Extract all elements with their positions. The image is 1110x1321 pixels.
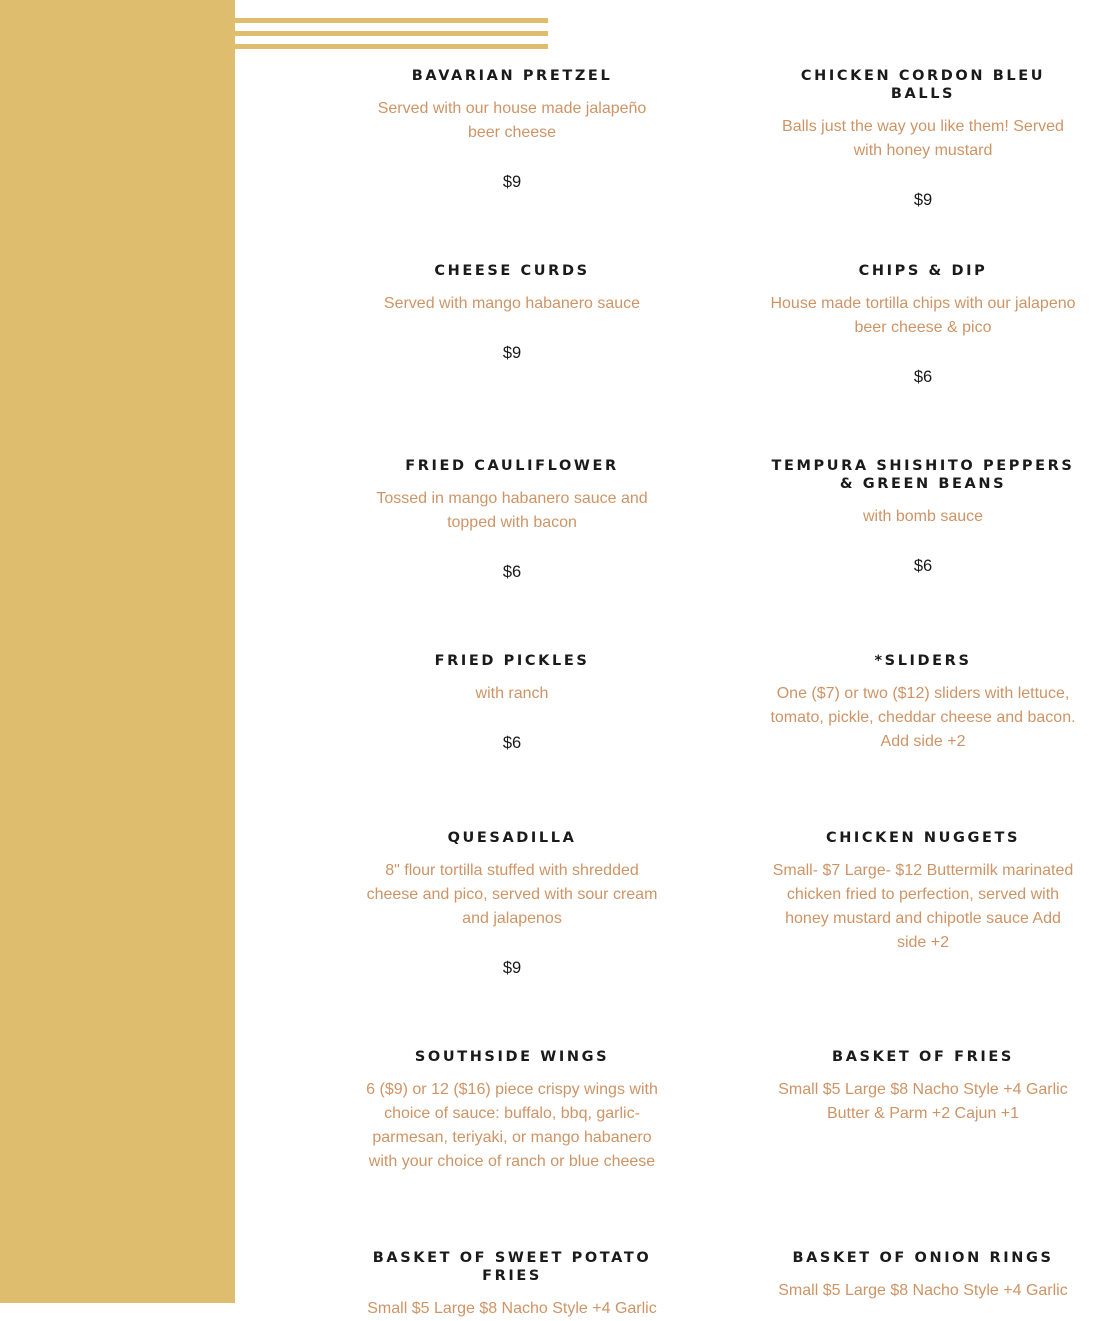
item-description: Balls just the way you like them! Served with honey mustard — [782, 118, 1064, 159]
item-description: House made tortilla chips with our jalapeno beer cheese & pico — [770, 295, 1076, 336]
item-name: SOUTHSIDE WINGS — [414, 1049, 610, 1065]
menu-item — [770, 67, 1076, 212]
item-name: *SLIDERS — [874, 653, 972, 669]
item-description: 6 ($9) or 12 ($16) piece crispy wings with choice of sauce: buffalo, bbq, garlic-parmesan, teriyaki, or mango habanero with your choice of ranch or blue cheese — [366, 1081, 658, 1170]
item-name: FRIED CAULIFLOWER — [405, 458, 619, 474]
menu-item — [362, 457, 662, 584]
item-name: BASKET OF SWEET POTATO FRIES — [372, 1250, 652, 1284]
menu-item — [770, 829, 1076, 955]
item-description: Small- $7 Large- $12 Buttermilk marinated chicken fried to perfection, served with honey mustard and chipotle sauce Add side +2 — [772, 862, 1074, 951]
item-name: CHICKEN NUGGETS — [825, 830, 1021, 846]
item-price: $6 — [502, 563, 522, 581]
item-description: 8" flour tortilla stuffed with shredded cheese and pico, served with sour cream and jalapenos — [366, 862, 658, 927]
item-name: BASKET OF FRIES — [832, 1049, 1014, 1065]
item-price: $9 — [913, 191, 933, 209]
item-name: TEMPURA SHISHITO PEPPERS & GREEN BEANS — [771, 458, 1075, 492]
item-name: BAVARIAN PRETZEL — [411, 68, 613, 84]
menu-item — [770, 1048, 1076, 1126]
item-price: $9 — [502, 959, 522, 977]
item-name: QUESADILLA — [447, 830, 577, 846]
item-name: CHEESE CURDS — [434, 263, 590, 279]
item-name: CHICKEN CORDON BLEU BALLS — [800, 68, 1046, 102]
stripe-line — [235, 44, 548, 49]
item-name: BASKET OF ONION RINGS — [792, 1250, 1054, 1266]
item-price: $6 — [913, 557, 933, 575]
menu-item — [362, 67, 662, 194]
item-description: Tossed in mango habanero sauce and topped with bacon — [376, 490, 648, 531]
stripe-line — [235, 18, 548, 23]
item-description: with ranch — [475, 685, 549, 702]
menu-item — [362, 262, 662, 365]
item-price: $6 — [502, 734, 522, 752]
item-description: Small $5 Large $8 Nacho Style +4 Garlic — [367, 1300, 657, 1317]
stripe-line — [235, 31, 548, 36]
decorative-stripes — [235, 18, 548, 57]
menu-item — [362, 1048, 662, 1174]
item-description: with bomb sauce — [862, 508, 984, 525]
menu-item — [770, 262, 1076, 389]
menu-item — [362, 652, 662, 755]
menu-item — [770, 457, 1076, 578]
menu-item — [362, 1249, 662, 1321]
menu-item — [362, 829, 662, 980]
item-price: $9 — [502, 173, 522, 191]
item-description: Served with our house made jalapeño beer cheese — [377, 100, 647, 141]
item-price: $9 — [502, 344, 522, 362]
item-description: Served with mango habanero sauce — [383, 295, 641, 312]
decorative-sidebar — [0, 0, 235, 1303]
item-description: Small $5 Large $8 Nacho Style +4 Garlic — [778, 1282, 1068, 1299]
menu-item — [770, 1249, 1076, 1303]
item-name: CHIPS & DIP — [858, 263, 988, 279]
item-name: FRIED PICKLES — [434, 653, 590, 669]
menu-item — [770, 652, 1076, 754]
item-description: Small $5 Large $8 Nacho Style +4 Garlic Butter & Parm +2 Cajun +1 — [778, 1081, 1068, 1122]
item-description: One ($7) or two ($12) sliders with lettuce, tomato, pickle, cheddar cheese and bacon. Add side +2 — [770, 685, 1076, 750]
item-price: $6 — [913, 368, 933, 386]
